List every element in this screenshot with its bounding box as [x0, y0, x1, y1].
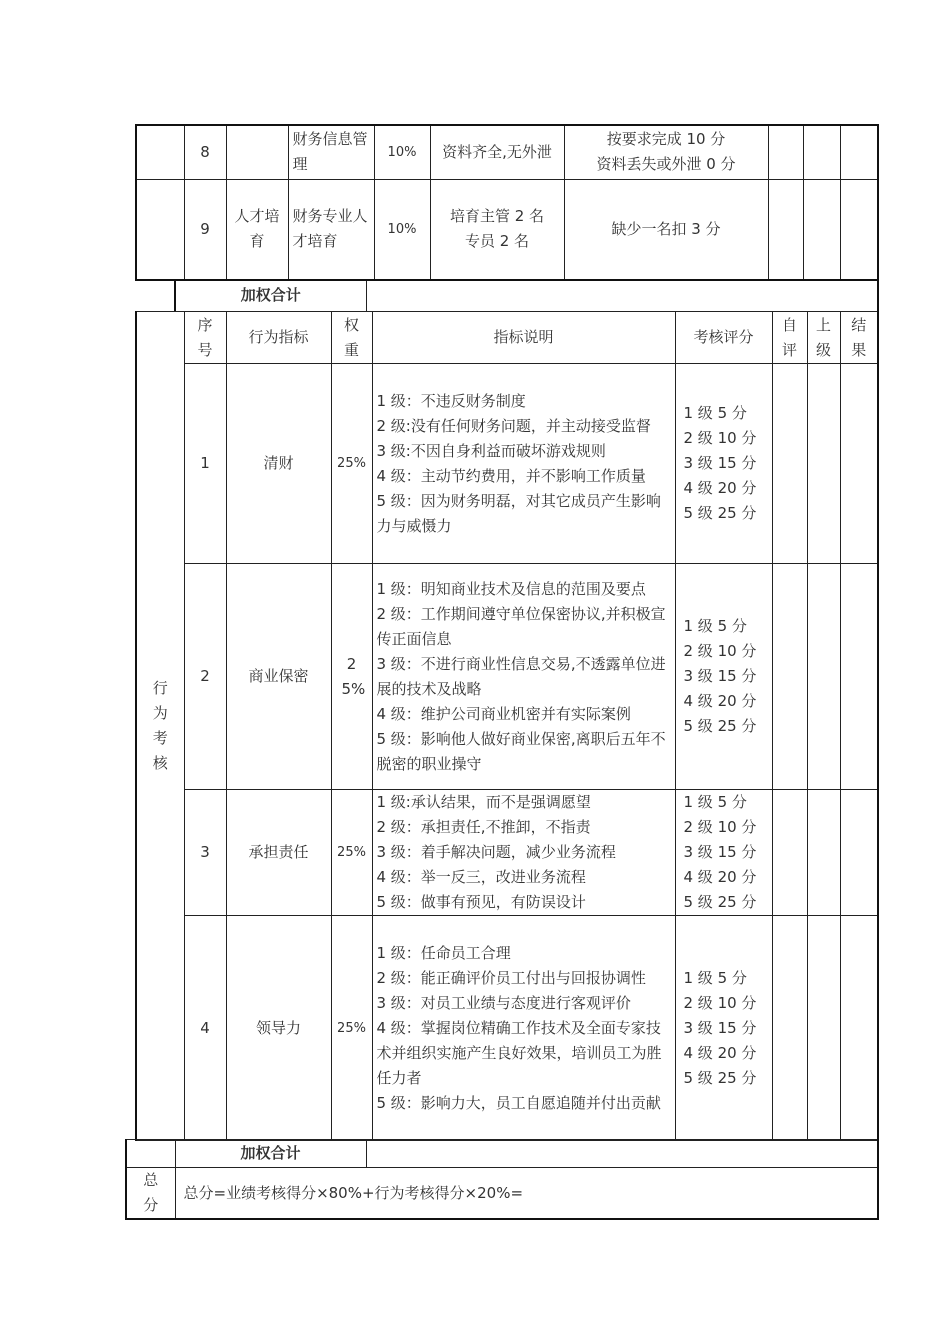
perf-category: 人才培育	[226, 179, 288, 280]
behavior-row	[136, 564, 878, 790]
behavior-table	[135, 311, 879, 1141]
perf-item: 财务信息管理	[288, 125, 374, 179]
header-self: 自评	[772, 312, 807, 364]
header-result: 结果	[840, 312, 878, 364]
perf-row	[136, 179, 878, 280]
header-indicator: 行为指标	[226, 312, 331, 364]
perf-self-score[interactable]	[768, 179, 803, 280]
weighted-total-label: 加权合计	[175, 281, 366, 311]
weighted-total-value[interactable]	[366, 281, 878, 311]
behavior-row	[136, 916, 878, 1141]
behavior-scoring: 1 级 5 分 2 级 10 分 3 级 15 分 4 级 20 分 5 级 25 分	[675, 564, 772, 790]
perf-scoring: 缺少一名扣 3 分	[564, 179, 768, 280]
perf-weight: 10%	[374, 179, 430, 280]
behavior-self-score[interactable]	[772, 564, 807, 790]
behavior-seq: 1	[184, 364, 226, 564]
behavior-seq: 3	[184, 790, 226, 916]
behavior-scoring: 1 级 5 分 2 级 10 分 3 级 15 分 4 级 20 分 5 级 25 分	[675, 364, 772, 564]
behavior-seq: 4	[184, 916, 226, 1141]
behavior-weight: 25%	[331, 364, 372, 564]
behavior-weight: 25%	[331, 916, 372, 1141]
behavior-indicator: 清财	[226, 364, 331, 564]
perf-target: 培育主管 2 名 专员 2 名	[430, 179, 564, 280]
behavior-result[interactable]	[840, 790, 878, 916]
behavior-self-score[interactable]	[772, 916, 807, 1141]
behavior-indicator: 商业保密	[226, 564, 331, 790]
behavior-description: 1 级：不违反财务制度 2 级:没有任何财务问题，并主动接受监督 3 级:不因自身利益而破坏游戏规则 4 级：主动节约费用，并不影响工作质量 5 级：因为财务明磊，对其它成员产生影响力与威慑力	[372, 364, 675, 564]
behavior-seq: 2	[184, 564, 226, 790]
header-description: 指标说明	[372, 312, 675, 364]
total-label: 总分	[126, 1168, 175, 1220]
header-superior: 上级	[807, 312, 840, 364]
behavior-section-label: 行为考核	[136, 312, 184, 1141]
behavior-header-row	[136, 312, 878, 364]
behavior-description: 1 级：任命员工合理 2 级：能正确评价员工付出与回报协调性 3 级：对员工业绩与态度进行客观评价 4 级：掌握岗位精确工作技术及全面专家技术并组织实施产生良好效果，培训员工为胜任力者 5 级：影响力大，员工自愿追随并付出贡献	[372, 916, 675, 1141]
weighted-total-row	[126, 1140, 878, 1168]
perf-superior-score[interactable]	[803, 179, 840, 280]
performance-table	[135, 124, 879, 281]
behavior-result[interactable]	[840, 564, 878, 790]
header-scoring: 考核评分	[675, 312, 772, 364]
behavior-superior-score[interactable]	[807, 916, 840, 1141]
behavior-superior-score[interactable]	[807, 364, 840, 564]
perf-seq: 8	[184, 125, 226, 179]
perf-result[interactable]	[840, 179, 878, 280]
perf-scoring: 按要求完成 10 分 资料丢失或外泄 0 分	[564, 125, 768, 179]
behavior-row	[136, 790, 878, 916]
behavior-description: 1 级：明知商业技术及信息的范围及要点 2 级：工作期间遵守单位保密协议,并积极宣传正面信息 3 级：不进行商业性信息交易,不透露单位进展的技术及战略 4 级：维护公司商业机密并有实际案例 5 级：影响他人做好商业保密,离职后五年不脱密的职业操守	[372, 564, 675, 790]
behavior-description: 1 级:承认结果，而不是强调愿望 2 级：承担责任,不推卸，不指责 3 级：着手解决问题，减少业务流程 4 级：举一反三，改进业务流程 5 级：做事有预见，有防误设计	[372, 790, 675, 916]
behavior-scoring: 1 级 5 分 2 级 10 分 3 级 15 分 4 级 20 分 5 级 25 分	[675, 790, 772, 916]
behavior-weight: 25%	[331, 564, 372, 790]
behavior-row	[136, 364, 878, 564]
perf-self-score[interactable]	[768, 125, 803, 179]
behavior-result[interactable]	[840, 364, 878, 564]
header-weight: 权重	[331, 312, 372, 364]
summary-table	[125, 1139, 879, 1220]
behavior-scoring: 1 级 5 分 2 级 10 分 3 级 15 分 4 级 20 分 5 级 25 分	[675, 916, 772, 1141]
perf-row	[136, 125, 878, 179]
total-row	[126, 1168, 878, 1220]
perf-category	[226, 125, 288, 179]
perf-superior-score[interactable]	[803, 125, 840, 179]
behavior-superior-score[interactable]	[807, 790, 840, 916]
weighted-total-row	[174, 281, 879, 312]
behavior-indicator: 领导力	[226, 916, 331, 1141]
weighted-total-label: 加权合计	[175, 1140, 366, 1168]
perf-weight: 10%	[374, 125, 430, 179]
total-formula: 总分=业绩考核得分×80%+行为考核得分×20%=	[175, 1168, 878, 1220]
behavior-weight: 25%	[331, 790, 372, 916]
behavior-result[interactable]	[840, 916, 878, 1141]
behavior-superior-score[interactable]	[807, 564, 840, 790]
perf-target: 资料齐全,无外泄	[430, 125, 564, 179]
behavior-self-score[interactable]	[772, 790, 807, 916]
perf-item: 财务专业人才培育	[288, 179, 374, 280]
perf-seq: 9	[184, 179, 226, 280]
perf-result[interactable]	[840, 125, 878, 179]
behavior-self-score[interactable]	[772, 364, 807, 564]
behavior-indicator: 承担责任	[226, 790, 331, 916]
weighted-total-value[interactable]	[366, 1140, 878, 1168]
header-seq: 序号	[184, 312, 226, 364]
